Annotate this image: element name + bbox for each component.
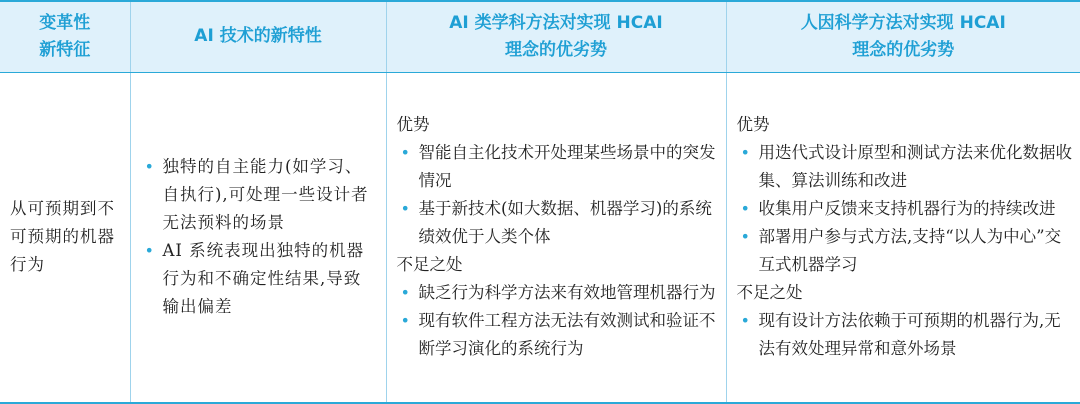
bullet-dot-icon: • [144, 241, 155, 261]
list-item [397, 307, 718, 363]
bullet-dot-icon: • [400, 143, 410, 163]
ai-cons-list [397, 279, 718, 363]
bullet-dot-icon: • [740, 311, 750, 331]
list-item [737, 223, 1073, 279]
bullet-dot-icon: • [740, 227, 750, 247]
bullet-dot-icon: • [144, 157, 155, 177]
hf-con-text: 现有设计方法依赖于可预期的机器行为,无法有效处理异常和意外场景 [758, 311, 1061, 359]
ai-con-text: 现有软件工程方法无法有效测试和验证不断学习演化的系统行为 [418, 311, 716, 359]
bullet-dot-icon: • [740, 143, 750, 163]
list-item [397, 195, 718, 251]
feature-text: 从可预期到不可预期的机器行为 [10, 199, 115, 275]
cell-feature [0, 72, 130, 402]
ai-pro-text: 智能自主化技术开处理某些场景中的突发情况 [418, 143, 716, 191]
header-row [0, 2, 1080, 72]
ai-traits-list [141, 153, 378, 321]
list-item [737, 139, 1073, 195]
hf-pro-text: 部署用户参与式方法,支持“以人为中心”交互式机器学习 [758, 227, 1062, 275]
cell-ai-methods [386, 72, 726, 402]
comparison-table [0, 2, 1080, 402]
list-item [141, 237, 378, 321]
ai-pro-text: 基于新技术(如大数据、机器学习)的系统绩效优于人类个体 [418, 199, 712, 247]
header-feature-line2: 新特征 [39, 39, 91, 60]
list-item [737, 195, 1073, 223]
bullet-dot-icon: • [400, 311, 410, 331]
hf-cons-label: 不足之处 [736, 283, 803, 303]
bullet-dot-icon: • [740, 199, 750, 219]
hf-cons-list [737, 307, 1073, 363]
hf-pros-label: 优势 [736, 115, 770, 135]
table-row [0, 72, 1080, 402]
ai-trait-text: 独特的自主能力(如学习、自执行),可处理一些设计者无法预料的场景 [162, 157, 369, 233]
hf-pros-list [737, 139, 1073, 279]
ai-pros-list [397, 139, 718, 251]
header-feature-line1: 变革性 [39, 12, 91, 33]
header-hf-methods-line1: 人因科学方法对实现 HCAI [800, 12, 1006, 33]
cell-hf-methods [726, 72, 1080, 402]
ai-pros-label: 优势 [396, 115, 430, 135]
list-item [737, 307, 1073, 363]
list-item [141, 153, 378, 237]
header-ai-methods-line2: 理念的优劣势 [505, 39, 607, 60]
hf-pro-text: 用迭代式设计原型和测试方法来优化数据收集、算法训练和改进 [758, 143, 1072, 191]
list-item [397, 139, 718, 195]
cell-ai-traits [130, 72, 386, 402]
ai-trait-text: AI 系统表现出独特的机器行为和不确定性结果,导致输出偏差 [162, 241, 365, 317]
ai-cons-label: 不足之处 [396, 255, 463, 275]
ai-con-text: 缺乏行为科学方法来有效地管理机器行为 [418, 283, 716, 303]
hf-pro-text: 收集用户反馈来支持机器行为的持续改进 [758, 199, 1056, 219]
header-ai-new-traits: AI 技术的新特性 [130, 2, 386, 72]
header-ai-methods [386, 2, 726, 72]
header-feature [0, 2, 130, 72]
header-hf-methods [726, 2, 1080, 72]
header-hf-methods-line2: 理念的优劣势 [852, 39, 955, 60]
header-ai-methods-line1: AI 类学科方法对实现 HCAI [449, 12, 663, 33]
list-item [397, 279, 718, 307]
bullet-dot-icon: • [400, 199, 410, 219]
bullet-dot-icon: • [400, 283, 410, 303]
